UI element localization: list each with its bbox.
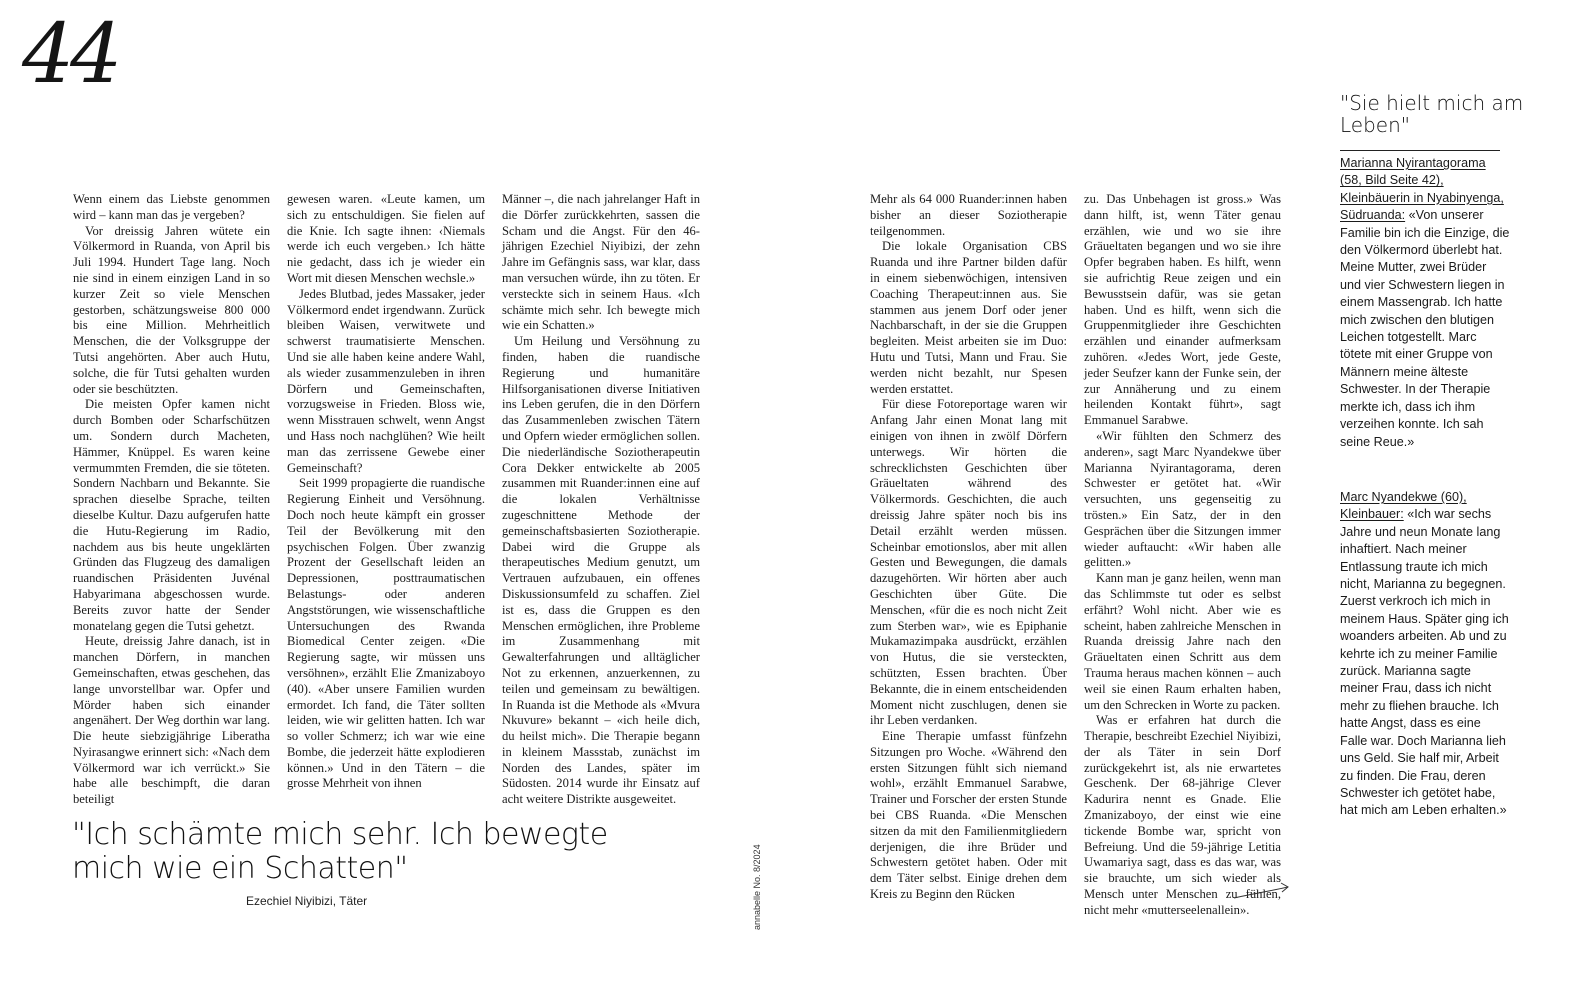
- paragraph: Seit 1999 propagierte die ruandische Regierung Einheit und Versöhnung. Doch noch heute kämpft ein grosser Teil der Bevölkerung mit den psychischen Folgen. Über zwanzig Prozent der Gesellschaft leiden an Depressionen, posttraumatischen Belastungs- oder anderen Angststörungen, wie wissenschaftliche Untersuchungen des Rwanda Biomedical Center zeigen. «Die Regierung sagte, wir müssen uns versöhnen», erzählt Elie Zmanizaboyo (40). «Aber unsere Familien wurden ermordet. Ich fand, die Täter sollten leiden, wie wir gelitten hatten. Ich war so voller Schmerz; ich war wie eine Bombe, die jederzeit hätte explodieren können.» Und in den Tätern – die grosse Mehrheit von ihnen: [287, 476, 485, 791]
- sidebar-entry-text: «Von unserer Familie bin ich die Einzige, die den Völkermord überlebt hat. Meine Mutter, zwei Brüder und vier Schwestern liegen in einem Massengrab. Ich hatte mich zwischen den blutigen Leichen totgestellt. Marc tötete mit einer Gruppe von Männern meine älteste Schwester. In der Therapie merkte ich, dass ich ihm verzeihen konnte. Ich sah seine Reue.»: [1340, 208, 1510, 449]
- paragraph: «Wir fühlten den Schmerz des anderen», sagt Marc Nyandekwe über Marianna Nyirantagorama, deren Schwester er getötet hat. «Wir versuchten, uns gegenseitig zu trösten.» Ein Satz, der in den Gesprächen über die Sitzungen immer wieder auftaucht: «Wir haben alle gelitten.»: [1084, 428, 1281, 570]
- pull-quote-attribution: Ezechiel Niyibizi, Täter: [246, 894, 368, 908]
- sidebar-entry-name: Marianna Nyirantagorama (58, Bild Seite 42), Kleinbäuerin in Nyabinyenga, Südruanda:: [1340, 156, 1504, 223]
- sidebar-divider: [1340, 150, 1500, 151]
- paragraph: gewesen waren. «Leute kamen, um sich zu entschuldigen. Sie fielen auf die Knie. Ich sagte ihnen: ‹Niemals werde ich euch vergeben.› Ich hätte nie gedacht, dass ich je wieder ein Wort mit diesen Menschen wechsle.»: [287, 192, 485, 285]
- paragraph: Männer –, die nach jahrelanger Haft in die Dörfer zurückkehrten, sassen die Scham und die Angst. Für den 46-jährigen Ezechiel Niyibizi, der zehn Jahre im Gefängnis sass, war klar, dass man versuchen würde, ihn zu töten. Er versteckte sich in seinem Haus. «Ich schämte mich sehr. Ich bewegte mich wie ein Schatten.»: [502, 192, 700, 333]
- page-number: 44: [22, 7, 119, 102]
- paragraph: Die meisten Opfer kamen nicht durch Bomben oder Scharfschützen um. Sondern durch Macheten, Hämmer, Knüppel. Es waren keine vermummten Fremden, die sie töteten. Sondern Nachbarn und Bekannte. Sie sprachen dieselbe Sprache, teilten dieselbe Kultur. Dazu aufgerufen hatte die Hutu-Regierung im Radio, nachdem aus bis heute ungeklärten Gründen das Flugzeug des damaligen ruandischen Präsidenten Juvénal Habyarimana abgeschossen wurde. Bereits zuvor hatte der Sender monatelang gegen die Tutsi gehetzt.: [73, 397, 270, 633]
- sidebar-entry-marianna: [1340, 155, 1510, 451]
- paragraph: Die lokale Organisation CBS Ruanda und ihre Partner bilden dafür in einem siebenwöchigen, intensiven Coaching Therapeut:innen aus. Sie stammen aus jenem Dorf oder jener Nachbarschaft, in der sie die Gruppen begleiten. Meist arbeiten sie im Duo: Hutu und Tutsi, Mann und Frau. Sie werden nicht bezahlt, nur Spesen werden erstattet.: [870, 239, 1067, 396]
- paragraph: Was er erfahren hat durch die Therapie, beschreibt Ezechiel Niyibizi, der als Täter in sein Dorf zurückgekehrt ist, als nie erwartetes Geschenk. Der 68-jährige Clever Kadurira nennt es Gnade. Elie Zmanizaboyo, der einst wie eine tickende Bombe war, spricht von Befreiung. Und die 59-jährige Letitia Uwamariya sagt, dass es das war, was sie brauchte, um sich wieder als Mensch unter Menschen zu fühlen, nicht mehr «mutterseelenallein».: [1084, 713, 1281, 917]
- article-column-3: [502, 192, 700, 808]
- paragraph: Kann man je ganz heilen, wenn man das Schlimmste tut oder es selbst erfährt? Wohl nicht. Aber wie es scheint, haben zahlreiche Menschen in Ruanda dreissig Jahre nach den Gräueltaten einen Schritt aus dem Trauma heraus machen können – auch weil sie einen Raum erhalten haben, um den Schrecken in Worte zu packen.: [1084, 571, 1281, 712]
- article-column-2: [287, 192, 485, 792]
- arrow-right-icon: [1232, 878, 1292, 902]
- article-column-4: [870, 192, 1067, 903]
- paragraph: Wenn einem das Liebste genommen wird – kann man das je vergeben?: [73, 192, 270, 222]
- paragraph: Mehr als 64 000 Ruander:innen haben bisher an dieser Soziotherapie teilgenommen.: [870, 192, 1067, 238]
- pull-quote: "Ich schämte mich sehr. Ich bewegte mich wie ein Schatten": [72, 817, 608, 886]
- paragraph: Jedes Blutbad, jedes Massaker, jeder Völkermord endet irgendwann. Zurück bleiben Waisen, verwitwete und schwerst traumatisierte Menschen. Und sie alle haben keine andere Wahl, als wieder zusammenzuleben in ihren Dörfern und Gemeinschaften, vorzugsweise in Frieden. Bloss wie, wenn Misstrauen schwelt, wenn Angst und Hass noch nachglühen? Wie heilt man das zerrissene Gewebe einer Gemeinschaft?: [287, 286, 485, 475]
- magazine-issue-label: annabelle No. 8/2024: [752, 844, 762, 930]
- paragraph: Eine Therapie umfasst fünfzehn Sitzungen pro Woche. «Während den ersten Sitzungen fühlt sich niemand wohl», erzählt Emmanuel Sarabwe, Trainer und Forscher der ersten Stunde bei CBS Ruanda. «Die Menschen sitzen da mit den Familienmitgliedern derjenigen, die ihre Brüder und Schwestern getötet haben. Oder mit dem Täter selbst. Einige drehen dem Kreis zu Beginn den Rücken: [870, 729, 1067, 902]
- paragraph: Für diese Fotoreportage waren wir Anfang Jahr einen Monat lang mit einigen von ihnen in zwölf Dörfern unterwegs. Wir hörten die schrecklichsten Geschichten über Gräueltaten während des Völkermords. Geschichten, die auch dreissig Jahre später noch bis ins Detail erzählt werden müssen. Scheinbar emotionslos, aber mit allen Gesten und Bewegungen, die damals dazugehörten. Wir hörten aber auch Geschichten über Güte. Die Menschen, «für die es noch nicht Zeit zum Sterben war», wie es Epiphanie Mukamazimpaka ausdrückt, erzählen von Hutus, die sie versteckten, schützten, Essen brachten. Über Bekannte, die in einem entscheidenden Moment nicht zuschlugen, denen sie ihr Leben verdanken.: [870, 397, 1067, 728]
- paragraph: Vor dreissig Jahren wütete ein Völkermord in Ruanda, von April bis Juli 1994. Hundert Tage lang. Noch nie sind in einem einzigen Land in so kurzer Zeit so viele Menschen gestorben, schätzungsweise 800 000 bis eine Million. Mehrheitlich Menschen, die der Volksgruppe der Tutsi angehörten. Aber auch Hutu, solche, die für Tutsi gehalten wurden oder sie beschützten.: [73, 223, 270, 396]
- article-column-1: [73, 192, 270, 808]
- sidebar-quote: "Sie hielt mich am Leben": [1340, 91, 1524, 137]
- paragraph: zu. Das Unbehagen ist gross.» Was dann hilft, ist, wenn Täter genau erzählen, wie und wo sie ihre Gräueltaten begangen und wo sie ihre Opfer begraben haben. Es hilft, wenn sie aufrichtig Reue zeigen und ein Bewusstsein dafür, was sie getan haben. Und es hilft, wenn sich die Gruppenmitglieder ihre Geschichten erzählen und einander aufmerksam zuhören. «Jedes Wort, jede Geste, jeder Seufzer kann der Funke sein, der zur Annäherung und zu einem heilenden Kontakt führt», sagt Emmanuel Sarabwe.: [1084, 192, 1281, 428]
- article-column-5: [1084, 192, 1281, 919]
- sidebar-entry-text: «Ich war sechs Jahre und neun Monate lang inhaftiert. Nach meiner Entlassung traute ich mich nicht, Marianna zu begegnen. Zuerst verkroch ich mich in meinem Haus. Später ging ich woanders arbeiten. Ab und zu kehrte ich zu meiner Familie zurück. Marianna sagte meiner Frau, dass ich nicht mehr zu fliehen brauche. Ich hatte Angst, dass es eine Falle war. Doch Marianna lieh uns Geld. Sie half mir, Arbeit zu finden. Die Frau, deren Schwester ich getötet habe, hat mich am Leben erhalten.»: [1340, 507, 1509, 818]
- sidebar-entry-name: Marc Nyandekwe (60), Kleinbauer:: [1340, 490, 1467, 522]
- paragraph: Um Heilung und Versöhnung zu finden, haben die ruandische Regierung und humanitäre Hilfsorganisationen diverse Initiativen ins Leben gerufen, die in den Dörfern das Zusammenleben zwischen Tätern und Opfern wieder ermöglichen sollen. Die niederländische Soziotherapeutin Cora Dekker entwickelte ab 2005 zusammen mit Ruander:innen eine auf die lokalen Verhältnisse zugeschnittene Methode der gemeinschaftsbasierten Soziotherapie. Dabei wird die Gruppe als therapeutisches Medium genutzt, um Vertrauen aufzubauen, ein offenes Diskussionsumfeld zu schaffen. Ziel ist es, dass die Gruppen es den Menschen ermöglichen, ihre Probleme im Zusammenhang mit Gewalterfahrungen und alltäglicher Not zu erkennen, anzuerkennen, zu teilen und gemeinsam zu bewältigen. In Ruanda ist die Methode als «Mvura Nkuvure» bekannt – «ich heile dich, du heilst mich». Die Therapie begann in kleinem Massstab, zunächst im Norden des Landes, später im Südosten. 2014 wurde ihr Einsatz auf acht weitere Distrikte ausgeweitet.: [502, 334, 700, 807]
- paragraph: Heute, dreissig Jahre danach, ist in manchen Dörfern, in manchen Gemeinschaften, etwas geschehen, das lange unvorstellbar war. Opfer und Mörder haben sich einander angenähert. Der Weg dorthin war lang. Die heute siebzigjährige Liberatha Nyirasangwe erinnert sich: «Nach dem Völkermord war ich verrückt.» Sie habe alle beschimpft, die daran beteiligt: [73, 634, 270, 807]
- sidebar-entry-marc: [1340, 489, 1510, 820]
